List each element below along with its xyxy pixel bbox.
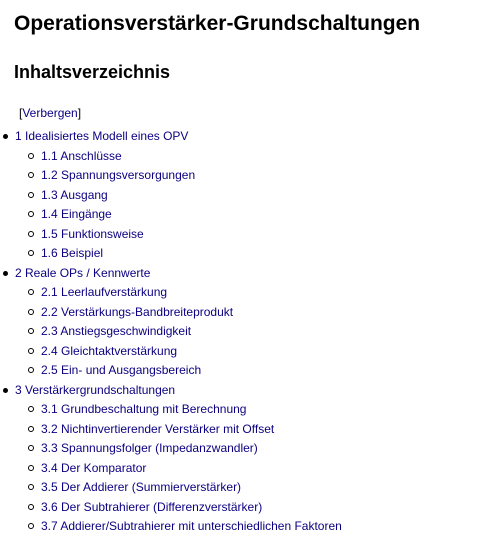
toc-toggle: [19, 105, 81, 121]
toc-section-list: [0, 127, 342, 537]
toc-subsection: [15, 342, 342, 362]
toc-subsection-link[interactable]: 2.5 Ein- und Ausgangsbereich: [41, 363, 202, 377]
toc-subsection-link[interactable]: 2.1 Leerlaufverstärkung: [41, 285, 168, 299]
toc-subsection-link[interactable]: 3.7 Addierer/Subtrahierer mit unterschiedlichen Faktoren: [41, 519, 342, 533]
toc-subsection-link[interactable]: 1.1 Anschlüsse: [41, 148, 122, 163]
toc-subsection-link[interactable]: 1.2 Spannungsversorgungen: [41, 168, 196, 182]
toc-toggle-close-bracket: ]: [77, 106, 82, 120]
toc-subsection: [15, 459, 342, 479]
toc-subsection-link[interactable]: 2.3 Anstiegsgeschwindigkeit: [41, 324, 192, 338]
toc-section-link[interactable]: 2 Reale OPs / Kennwerte: [15, 265, 151, 280]
table-of-contents: [0, 127, 342, 537]
toc-section-link[interactable]: 1 Idealisiertes Modell eines OPV: [15, 129, 189, 143]
toc-section: [0, 127, 342, 264]
toc-subsection: [15, 400, 342, 420]
toc-subsection: [15, 420, 342, 440]
toc-subsection: [15, 439, 342, 459]
toc-subsection: [15, 147, 342, 167]
toc-section-link[interactable]: 3 Verstärkergrundschaltungen: [15, 382, 176, 397]
toc-subsection: [15, 283, 342, 303]
toc-subsection: [15, 361, 342, 381]
toc-subsection-link[interactable]: 2.2 Verstärkungs-Bandbreiteprodukt: [41, 304, 234, 319]
toc-subsection-link[interactable]: 3.3 Spannungsfolger (Impedanzwandler): [41, 441, 258, 455]
toc-subsection-link[interactable]: 2.4 Gleichtaktverstärkung: [41, 343, 178, 358]
toc-subsection: [15, 303, 342, 323]
toc-subsection-list: [15, 400, 342, 537]
toc-subsection-link[interactable]: 3.6 Der Subtrahierer (Differenzverstärker): [41, 499, 263, 514]
toc-subsection: [15, 205, 342, 225]
toc-subsection-list: [15, 283, 342, 381]
toc-heading: Inhaltsverzeichnis: [14, 62, 171, 82]
toc-subsection-list: [15, 147, 342, 264]
toc-subsection: [15, 498, 342, 518]
toc-subsection: [15, 517, 342, 537]
toc-subsection-link[interactable]: 1.5 Funktionsweise: [41, 226, 144, 241]
toc-subsection-link[interactable]: 1.3 Ausgang: [41, 187, 108, 202]
toc-subsection-link[interactable]: 3.2 Nichtinvertierender Verstärker mit Offset: [41, 421, 275, 436]
toc-subsection-link[interactable]: 1.6 Beispiel: [41, 246, 104, 260]
toc-subsection-link[interactable]: 3.4 Der Komparator: [41, 460, 147, 475]
toc-subsection: [15, 478, 342, 498]
toc-subsection: [15, 166, 342, 186]
toc-hide-link[interactable]: Verbergen: [22, 106, 78, 120]
toc-section: [0, 381, 342, 537]
toc-subsection-link[interactable]: 3.1 Grundbeschaltung mit Berechnung: [41, 402, 247, 416]
toc-section: [0, 264, 342, 381]
toc-subsection: [15, 322, 342, 342]
page-title: Operationsverstärker-Grundschaltungen: [14, 12, 421, 35]
toc-subsection: [15, 225, 342, 245]
toc-subsection: [15, 244, 342, 264]
toc-toggle-open-bracket: [: [19, 106, 23, 120]
toc-subsection-link[interactable]: 1.4 Eingänge: [41, 207, 112, 221]
toc-subsection: [15, 186, 342, 206]
toc-subsection-link[interactable]: 3.5 Der Addierer (Summierverstärker): [41, 480, 242, 494]
